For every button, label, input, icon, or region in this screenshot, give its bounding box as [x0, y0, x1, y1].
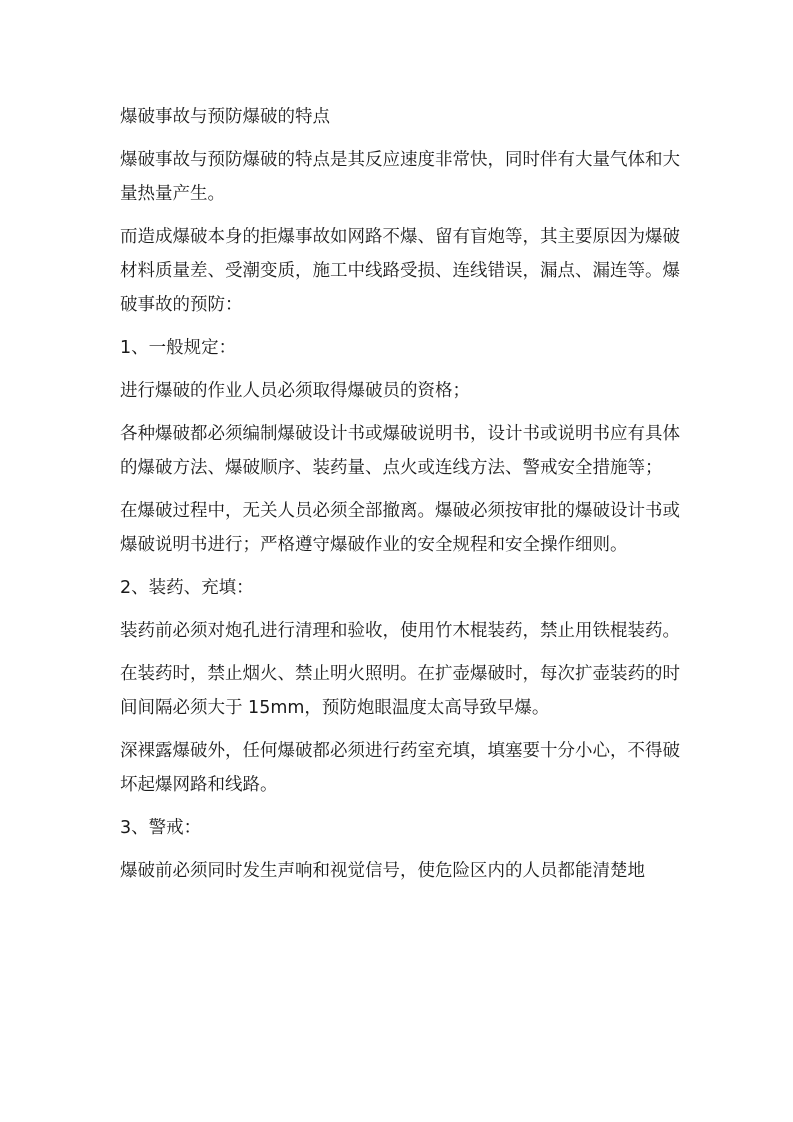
paragraph-fire-ban: 在装药时，禁止烟火、禁止明火照明。在扩壶爆破时，每次扩壶装药的时间间隔必须大于 15mm，预防炮眼温度太高导致早爆。 — [120, 664, 680, 718]
section-heading-charging: 2、装药、充填： — [120, 578, 254, 598]
paragraph-evacuation: 在爆破过程中，无关人员必须全部撤离。爆破必须按审批的爆破设计书或爆破说明书进行；严格遵守爆破作业的安全规程和安全操作细则。 — [120, 501, 680, 555]
paragraph-stemming: 深裸露爆破外，任何爆破都必须进行药室充填，填塞要十分小心，不得破坏起爆网路和线路。 — [120, 741, 680, 795]
paragraph-design-document: 各种爆破都必须编制爆破设计书或爆破说明书，设计书或说明书应有具体的爆破方法、爆破顺序、装药量、点火或连线方法、警戒安全措施等； — [120, 424, 680, 478]
paragraph-qualification: 进行爆破的作业人员必须取得爆破员的资格； — [120, 381, 470, 401]
section-heading-general-rules: 1、一般规定： — [120, 338, 237, 358]
paragraph-intro: 爆破事故与预防爆破的特点是其反应速度非常快，同时伴有大量气体和大量热量产生。 — [120, 150, 680, 204]
paragraph-causes: 而造成爆破本身的拒爆事故如网路不爆、留有盲炮等，其主要原因为爆破材料质量差、受潮变质，施工中线路受损、连线错误，漏点、漏连等。爆破事故的预防： — [120, 227, 680, 315]
section-heading-warning: 3、警戒： — [120, 818, 202, 838]
paragraph-hole-cleaning: 装药前必须对炮孔进行清理和验收，使用竹木棍装药，禁止用铁棍装药。 — [120, 621, 680, 641]
document-body — [120, 100, 680, 897]
document-title: 爆破事故与预防爆破的特点 — [120, 107, 330, 127]
paragraph-signals: 爆破前必须同时发生声响和视觉信号，使危险区内的人员都能清楚地 — [120, 861, 645, 881]
